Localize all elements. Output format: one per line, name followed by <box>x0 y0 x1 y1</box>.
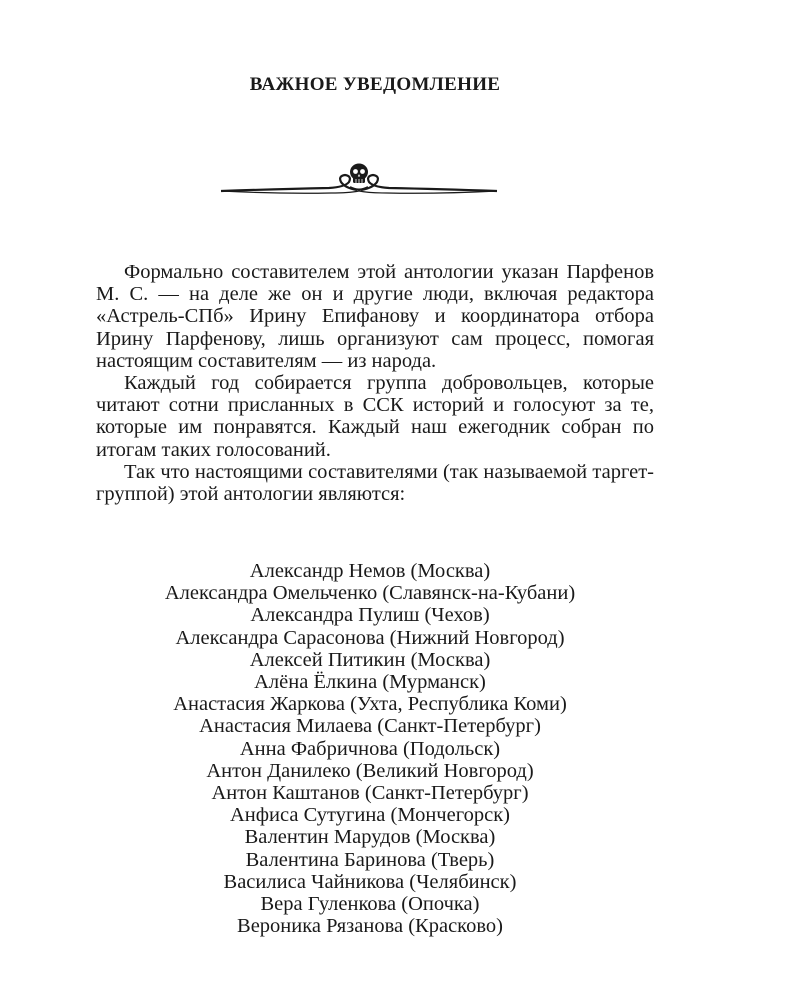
notice-body <box>96 261 654 505</box>
compilers-list <box>60 560 680 937</box>
skull-flourish-divider-icon <box>219 160 499 204</box>
list-item: Александра Омельченко (Славянск-на-Кубани) <box>164 582 576 605</box>
list-item: Вера Гуленкова (Опочка) <box>260 893 480 916</box>
paragraph: Формально составителем этой антологии указан Парфенов М. С. — на деле же он и другие люди, включая редактора «Астрель-СПб» Ирину Епифанову и координатора отбора Ирину Парфенову, лишь организуют сам процесс, помогая настоящим составителям — из народа. <box>96 261 654 372</box>
list-item: Александр Немов (Москва) <box>249 560 491 582</box>
list-item: Валентина Баринова (Тверь) <box>245 848 495 871</box>
list-item: Алексей Питикин (Москва) <box>249 648 491 671</box>
page-title: ВАЖНОЕ УВЕДОМЛЕНИЕ <box>249 74 501 95</box>
list-item: Александра Пулиш (Чехов) <box>250 604 490 627</box>
list-item: Антон Данилеко (Великий Новгород) <box>206 759 534 782</box>
list-item: Анастасия Милаева (Санкт-Петербург) <box>199 715 541 738</box>
paragraph: Каждый год собирается группа добровольцев, которые читают сотни присланных в ССК историй и голосуют за те, которые им понравятся. Каждый наш ежегодник собран по итогам таких голосований. <box>96 372 654 461</box>
list-item: Анна Фабричнова (Подольск) <box>239 737 501 760</box>
list-item: Василиса Чайникова (Челябинск) <box>223 870 517 893</box>
paragraph: Так что настоящими составителями (так называемой таргет-группой) этой антологии являются: <box>96 460 654 506</box>
list-item: Антон Каштанов (Санкт-Петербург) <box>211 782 529 805</box>
list-item: Валентин Марудов (Москва) <box>244 826 496 849</box>
list-item: Александра Сарасонова (Нижний Новгород) <box>175 626 565 649</box>
list-item: Вероника Рязанова (Красково) <box>237 915 503 938</box>
list-item: Анастасия Жаркова (Ухта, Республика Коми) <box>173 693 567 716</box>
list-item: Алёна Ёлкина (Мурманск) <box>254 671 486 694</box>
list-item: Анфиса Сутугина (Мончегорск) <box>230 804 510 827</box>
